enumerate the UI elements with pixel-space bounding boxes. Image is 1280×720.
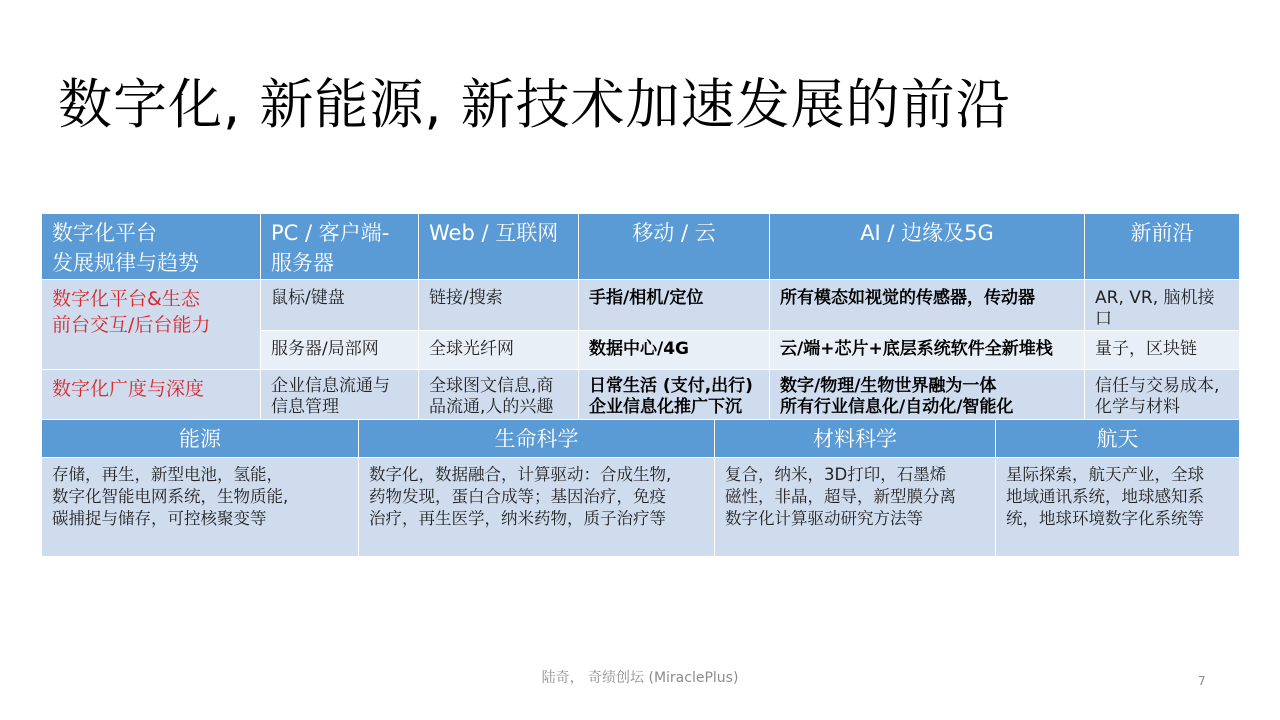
cell-line: 化学与材料 [1095, 397, 1180, 417]
cell-line: 信息管理 [271, 397, 339, 417]
column-header-web [419, 214, 579, 280]
row-label-line: 前台交互/后台能力 [52, 314, 211, 336]
cell-line: 数字化智能电网系统，生物质能, [52, 487, 289, 506]
cell-line: 企业信息化推广下沉 [589, 397, 742, 417]
cell-line: 药物发现，蛋白合成等；基因治疗，免疫 [369, 487, 666, 506]
table-cell: 云/端+芯片+底层系统软件全新堆栈 [770, 331, 1085, 370]
cell-line: 地域通讯系统，地球感知系 [1006, 487, 1204, 506]
domain-table-header-row [42, 420, 1240, 458]
materials-cell [715, 458, 996, 557]
cell-line: 数字化计算驱动研究方法等 [725, 509, 923, 528]
energy-cell [42, 458, 359, 557]
column-header-pc [261, 214, 419, 280]
cell-line: 数字/物理/生物世界融为一体 [780, 376, 997, 396]
table-cell: 服务器/局部网 [261, 331, 419, 370]
table-cell: 所有模态如视觉的传感器，传动器 [770, 280, 1085, 331]
table-row [42, 280, 1240, 331]
cell-line: 复合，纳米，3D打印，石墨烯 [725, 465, 947, 484]
row-label-line: 数字化平台&生态 [52, 288, 200, 310]
cell-line: 治疗，再生医学，纳米药物，质子治疗等 [369, 509, 666, 528]
table-cell: 数据中心/4G [579, 331, 770, 370]
page-number: 7 [1198, 674, 1206, 688]
slide-footer: 陆奇， 奇绩创坛 (MiraclePlus) [541, 670, 739, 686]
column-header-line: 移动 / 云 [632, 221, 716, 245]
table-cell: 鼠标/键盘 [261, 280, 419, 331]
cell-line: 碳捕捉与储存，可控核聚变等 [52, 509, 267, 528]
row-label-breadth-depth: 数字化广度与深度 [42, 370, 261, 428]
cell-line: 统，地球环境数字化系统等 [1006, 509, 1204, 528]
table-cell: AR, VR, 脑机接口 [1085, 280, 1240, 331]
slide-title: 数字化, 新能源, 新技术加速发展的前沿 [58, 73, 1011, 136]
column-header-frontier [1085, 214, 1240, 280]
column-header-line: AI / 边缘及5G [860, 221, 994, 245]
column-header-energy: 能源 [42, 420, 359, 458]
column-header-line: 新前沿 [1130, 221, 1194, 245]
cell-line: 数字化，数据融合，计算驱动：合成生物, [369, 465, 672, 484]
corner-header-line: 发展规律与趋势 [52, 251, 199, 275]
column-header-line: PC / 客户端- [271, 221, 390, 245]
table-cell: 全球光纤网 [419, 331, 579, 370]
cell-line: 磁性，非晶，超导，新型膜分离 [725, 487, 956, 506]
row-group-label-platform [42, 280, 261, 370]
corner-header-line: 数字化平台 [52, 221, 157, 245]
table-row [42, 458, 1240, 557]
cell-line: 品流通,人的兴趣 [429, 397, 554, 417]
column-header-line: Web / 互联网 [429, 221, 559, 245]
frontier-domain-table [41, 419, 1240, 557]
column-header-line: 服务器 [271, 251, 334, 275]
corner-header-cell [42, 214, 261, 280]
column-header-ai [770, 214, 1085, 280]
cell-line: 存储，再生，新型电池，氢能， [52, 465, 283, 484]
table-cell: 链接/搜索 [419, 280, 579, 331]
platform-trend-table [41, 213, 1240, 428]
column-header-mobile [579, 214, 770, 280]
table-cell: 手指/相机/定位 [579, 280, 770, 331]
platform-table-header-row [42, 214, 1240, 280]
column-header-materials: 材料科学 [715, 420, 996, 458]
cell-line: 信任与交易成本, [1095, 376, 1220, 396]
cell-line: 星际探索，航天产业，全球 [1006, 465, 1204, 484]
column-header-life-science: 生命科学 [359, 420, 715, 458]
cell-line: 日常生活 (支付,出行) [589, 376, 753, 396]
aerospace-cell [996, 458, 1240, 557]
cell-line: 全球图文信息,商 [429, 376, 554, 396]
column-header-aerospace: 航天 [996, 420, 1240, 458]
cell-line: 企业信息流通与 [271, 376, 390, 396]
table-cell: 量子，区块链 [1085, 331, 1240, 370]
life-science-cell [359, 458, 715, 557]
cell-line: 所有行业信息化/自动化/智能化 [780, 397, 1014, 417]
